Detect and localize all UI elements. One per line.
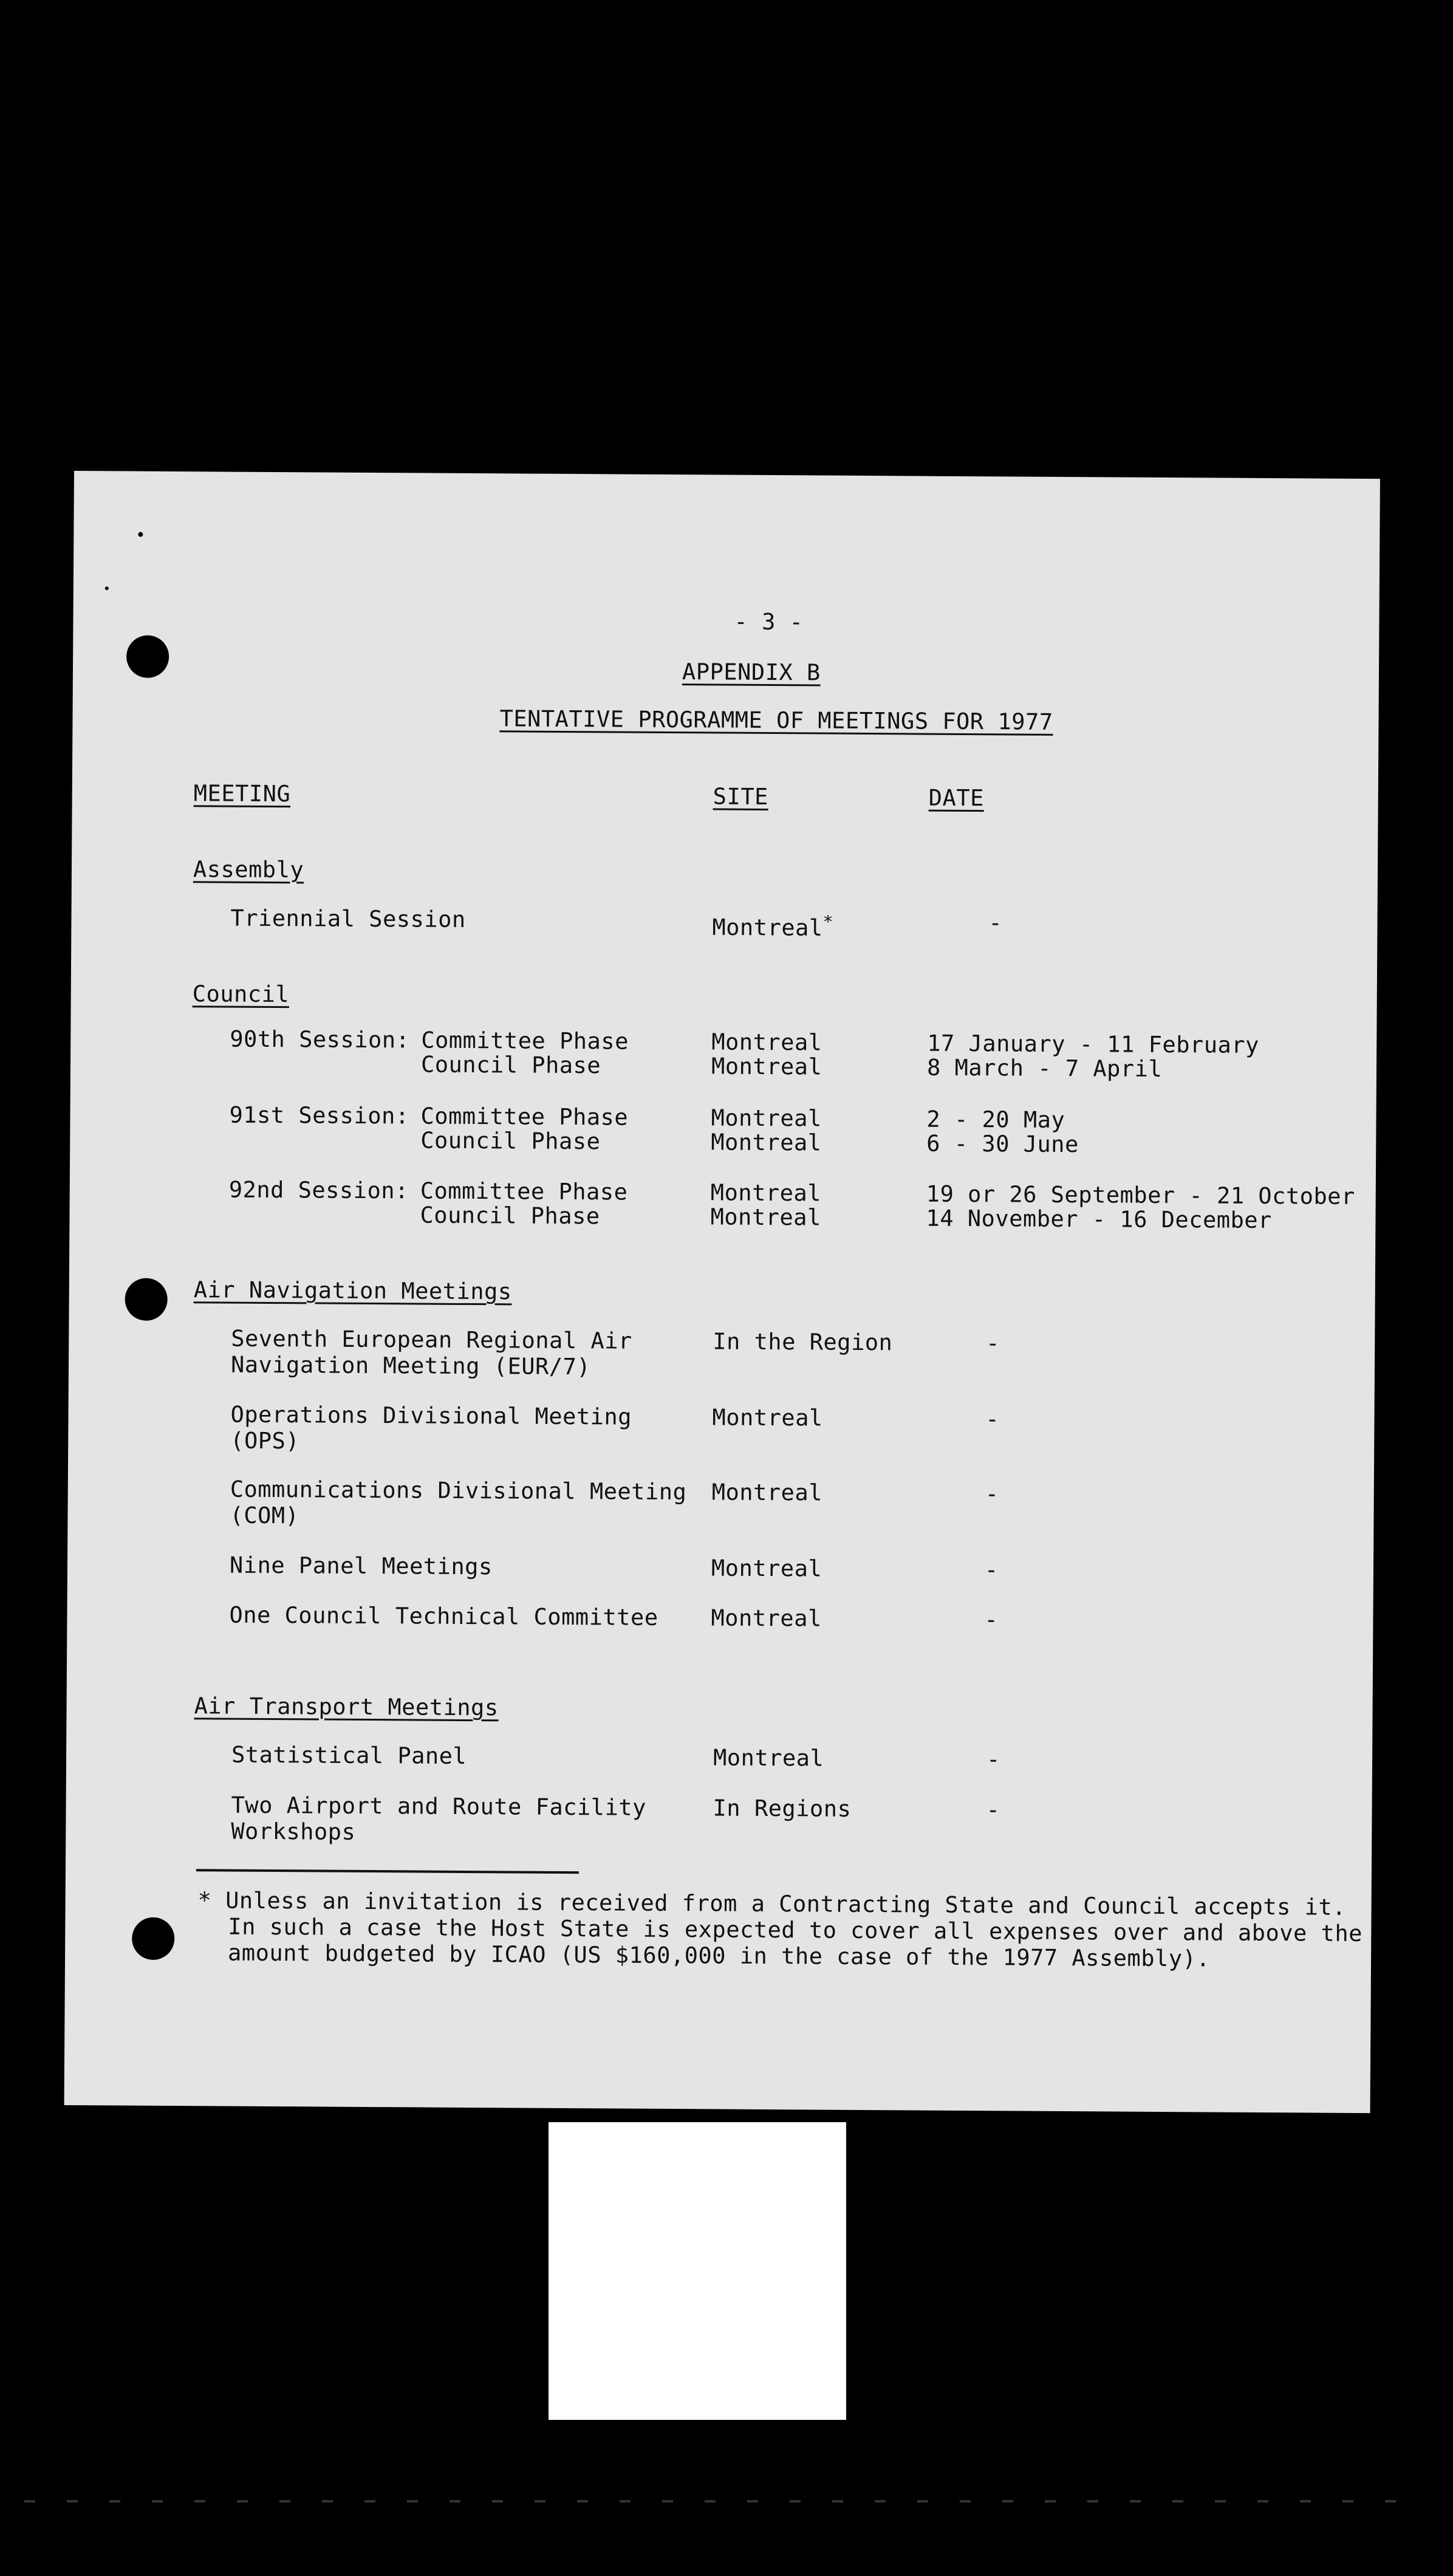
meeting-name: Statistical Panel	[231, 1741, 467, 1769]
meeting-date: 6 - 30 June	[926, 1130, 1079, 1158]
document-page	[64, 471, 1380, 2113]
site-text: Montreal	[712, 914, 823, 941]
meeting-name: Workshops	[231, 1818, 356, 1845]
column-header-date: DATE	[928, 784, 984, 812]
council-session-label: 92nd Session:	[228, 1176, 409, 1204]
meeting-site: Montreal	[711, 1105, 822, 1132]
meeting-site: Montreal	[711, 1029, 822, 1056]
council-phase: Committee Phase	[420, 1177, 628, 1205]
meeting-name: Two Airport and Route Facility	[231, 1792, 646, 1821]
appendix-label: APPENDIX B	[682, 659, 821, 686]
speck-mark	[138, 532, 143, 537]
meeting-site: Montreal	[710, 1204, 821, 1231]
meeting-site: Montreal	[711, 1479, 823, 1506]
scan-edge-noise	[24, 2500, 1421, 2502]
meeting-site: Montreal	[711, 1605, 822, 1632]
page-number: - 3 -	[734, 608, 804, 635]
meeting-name: One Council Technical Committee	[229, 1601, 658, 1631]
meeting-date: -	[985, 1406, 1000, 1433]
meeting-name: Communications Divisional Meeting	[230, 1476, 687, 1506]
meeting-name: Seventh European Regional Air	[231, 1325, 632, 1354]
meeting-date: -	[986, 1746, 1000, 1773]
meeting-date: -	[984, 1606, 999, 1633]
meeting-name: Triennial Session	[230, 905, 466, 933]
column-header-site: SITE	[713, 783, 768, 810]
speck-mark	[105, 586, 109, 590]
white-slip	[549, 2122, 846, 2420]
meeting-date: 2 - 20 May	[926, 1106, 1065, 1133]
footnote-line: amount budgeted by ICAO (US $160,000 in the case of the 1977 Assembly).	[227, 1939, 1211, 1972]
council-phase: Council Phase	[420, 1051, 601, 1079]
document-title: TENTATIVE PROGRAMME OF MEETINGS FOR 1977	[499, 705, 1053, 735]
meeting-site: Montreal	[711, 1053, 822, 1080]
council-phase: Committee Phase	[420, 1103, 629, 1131]
meeting-date: -	[988, 909, 1003, 936]
meeting-name: (OPS)	[230, 1427, 300, 1454]
meeting-date: -	[985, 1481, 999, 1507]
footnote-marker: *	[822, 911, 834, 932]
council-phase: Council Phase	[420, 1127, 601, 1155]
meeting-site: Montreal	[711, 1555, 822, 1582]
punch-hole	[126, 635, 169, 678]
meeting-date: -	[984, 1557, 999, 1583]
meeting-date: 14 November - 16 December	[926, 1205, 1273, 1234]
meeting-site: Montreal	[712, 1404, 823, 1431]
section-heading-air-navigation: Air Navigation Meetings	[193, 1276, 512, 1305]
footnote-line: In such a case the Host State is expected to cover all expenses over and above the	[228, 1913, 1363, 1947]
meeting-name: Nine Panel Meetings	[229, 1552, 493, 1580]
meeting-site: Montreal	[713, 1744, 824, 1772]
column-header-meeting: MEETING	[193, 780, 291, 807]
council-session-label: 91st Session:	[229, 1101, 409, 1129]
meeting-date: -	[986, 1330, 1000, 1357]
section-heading-council: Council	[192, 981, 290, 1008]
meeting-date: 8 March - 7 April	[926, 1054, 1163, 1082]
meeting-site: In the Region	[713, 1328, 893, 1356]
council-phase: Committee Phase	[421, 1027, 629, 1055]
meeting-name: Operations Divisional Meeting	[230, 1401, 632, 1430]
council-phase: Council Phase	[420, 1202, 600, 1230]
council-session-label: 90th Session:	[230, 1026, 410, 1053]
meeting-name: (COM)	[230, 1502, 299, 1529]
meeting-date: 17 January - 11 February	[927, 1030, 1260, 1058]
meeting-site	[712, 908, 833, 942]
meeting-site: Montreal	[710, 1179, 822, 1207]
meeting-name: Navigation Meeting (EUR/7)	[230, 1351, 591, 1380]
footnote-rule	[196, 1869, 579, 1874]
section-heading-assembly: Assembly	[193, 856, 304, 883]
meeting-site: Montreal	[711, 1129, 822, 1156]
meeting-site: In Regions	[713, 1795, 852, 1822]
footnote-line: * Unless an invitation is received from a Contracting State and Council accepts it.	[197, 1887, 1347, 1920]
punch-hole	[132, 1917, 174, 1960]
meeting-date: 19 or 26 September - 21 October	[926, 1180, 1355, 1210]
section-heading-air-transport: Air Transport Meetings	[194, 1693, 499, 1721]
meeting-date: -	[986, 1797, 1000, 1823]
punch-hole	[125, 1278, 167, 1321]
